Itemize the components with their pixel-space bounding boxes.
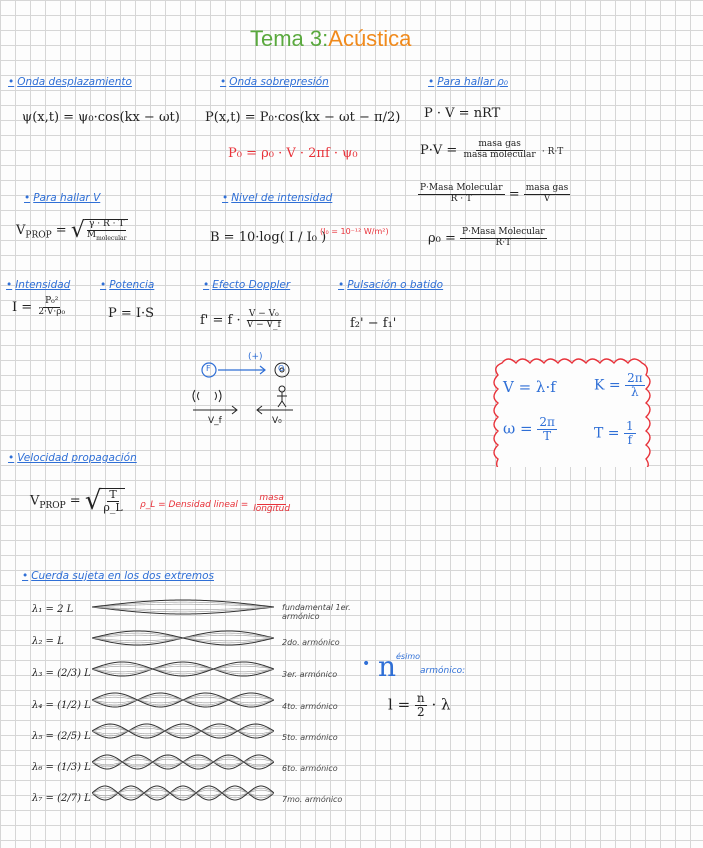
heading-onda-sobrepresion: • Onda sobrepresión [220,76,329,88]
equation-nth-harmonic: l = $\frac{n}{2}$ · λ [388,691,451,720]
note-intensidad-referencia: (I₀ = 10⁻¹² W/m²) [320,227,389,236]
harmonic-label-6: 6to. armónico [282,764,338,773]
heading-onda-desplazamiento: • Onda desplazamiento [8,76,132,88]
harmonic-lambda-1: λ₁ = 2 L [32,604,74,615]
doppler-diagram [185,350,305,432]
heading-para-hallar-rho: • Para hallar ρ₀ [428,76,508,88]
wave-envelope-6-5 [92,755,274,769]
harmonic-label-3: 3er. armónico [282,670,338,679]
heading-nivel-intensidad: • Nivel de intensidad [222,192,333,204]
doppler-vf-label: V_f [208,416,222,426]
equation-onda-desplazamiento: ψ(x,t) = ψ₀·cos(kx − ωt) [22,110,180,125]
page-title [250,26,411,52]
equation-intensidad: I = $\frac{\text{P₀²}}{\text{2·V·ρ₀}}$ [12,296,66,317]
harmonic-lambda-6: λ₆ = (1/3) L [32,762,91,773]
equation-rho0: ρ₀ = $\frac{\text{P·Masa Molecular}}{R\cdot T}$ [428,227,545,248]
standing-waves-diagram [92,596,274,812]
wave-envelope-3-1 [92,664,274,674]
equation-velocidad-gas: $V_{PROP}$ = √ $\frac{\gamma \cdot R \cdot T}{M_{molecular}}$ [16,218,127,243]
doppler-vo-label: V₀ [272,416,282,426]
heading-para-hallar-v: • Para hallar V [24,192,101,204]
harmonic-lambda-5: λ₅ = (2/5) L [32,731,91,742]
harmonic-label-7: 7mo. armónico [282,795,343,804]
heading-cuerda-sujeta: • Cuerda sujeta en los dos extremos [22,570,214,582]
equation-densidad-lineal: ρ_L = Densidad lineal = $\frac{\text{masa}}{\text{longitud}}$ [140,493,291,514]
harmonic-label-5: 5to. armónico [282,733,338,742]
harmonic-lambda-4: λ₄ = (1/2) L [32,700,91,711]
wave-envelope-1-1 [92,607,274,612]
box-velocity-equation: V = λ·f [503,378,556,396]
equation-pulsacion: f₂' − f₁' [350,316,397,331]
box-wavenumber-equation: K = $\frac{2\pi}{\lambda}$ [594,371,643,400]
harmonic-lambda-3: λ₃ = (2/3) L [32,668,91,679]
equation-doppler: f' = f · $\frac{\text{V − V₀}}{V - V\_f}$ [200,309,281,330]
wave-envelope-3-4 [92,664,274,674]
heading-potencia: • Potencia [100,279,155,291]
wave-envelope-7-3 [92,790,274,796]
harmonic-label-4: 4to. armónico [282,702,338,711]
heading-pulsacion: • Pulsación o batido [338,279,444,291]
equation-densidad-gas: $\frac{\text{P·Masa Molecular}}{R \cdot T}$ = $\frac{\text{masa gas}}{V}$ [420,183,569,204]
wave-envelope-7-1 [92,788,274,798]
equation-nivel-intensidad: B = 10·log( I / I₀ ) [210,230,327,245]
equation-presion-amplitud: P₀ = ρ₀ · V · 2πf · ψ₀ [228,146,358,161]
equation-velocidad-cuerda: $V_{PROP}$ = √ $\frac{T}{\rho\_L}$ [30,486,123,516]
equation-gas-ideal: P · V = nRT [424,106,501,121]
heading-intensidad: • Intensidad [6,279,71,291]
doppler-sign: (+) [248,352,263,362]
wave-envelope-2-5 [92,631,274,645]
wave-envelope-1-4 [92,602,274,607]
person-icon [279,386,285,392]
box-angular-frequency-equation: ω = $\frac{2\pi}{T}$ [503,415,555,444]
doppler-observer-label: O [278,364,285,373]
heading-velocidad-propagacion: • Velocidad propagación [8,452,137,464]
harmonic-label-2: 2do. armónico [282,638,340,647]
nth-symbol: n [378,650,397,683]
box-period-equation: T = $\frac{1}{f}$ [594,419,634,448]
wave-envelope-7-4 [92,788,274,798]
nth-superscript: ésimo [396,652,420,661]
nth-label: armónico: [420,666,466,676]
nth-bullet: • [362,656,371,672]
doppler-source-label: F [206,364,211,373]
harmonic-label-1: fundamental 1er. armónico [282,603,351,622]
wave-envelope-7-2 [92,790,274,796]
harmonic-lambda-2: λ₂ = L [32,636,64,647]
equation-pv-masa: P·V = $\frac{\text{masa gas}}{\text{masa molecular}}$ · R·T [420,139,564,160]
equation-potencia: P = I·S [108,306,155,321]
sound-source-icon [193,390,221,402]
equation-onda-sobrepresion: P(x,t) = P₀·cos(kx − ωt − π/2) [205,110,401,125]
title-part2: Acústica [328,26,412,51]
wave-envelope-3-3 [92,666,274,672]
harmonic-lambda-7: λ₇ = (2/7) L [32,793,91,804]
wave-envelope-3-2 [92,666,274,672]
heading-efecto-doppler: • Efecto Doppler [203,279,291,291]
title-part1: Tema 3: [250,26,329,51]
